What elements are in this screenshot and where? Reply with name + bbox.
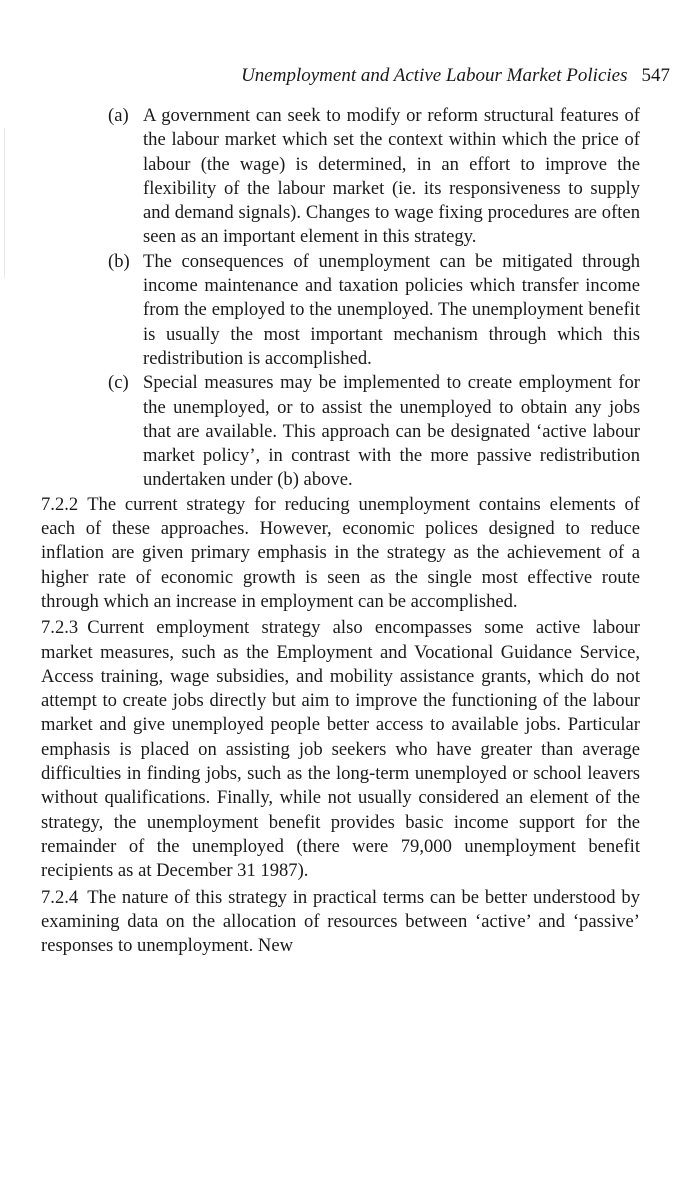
list-item-text: Special measures may be implemented to create employment for the unemployed, or to assist the unemployed to obtain any jobs that are available. This approach can be designated ‘active labour market policy’, in contrast with the more passive redistribution undertaken under (b) above. — [143, 372, 640, 491]
paragraph-number: 7.2.2 — [41, 493, 79, 515]
paragraph-number: 7.2.4 — [41, 886, 79, 908]
list-item-a — [41, 104, 640, 250]
paragraph-text: The nature of this strategy in practical terms can be better understood by examining data on the allocation of resources between ‘active’ and ‘passive’ responses to unemployment. New — [41, 886, 640, 957]
list-marker: (c) — [108, 372, 129, 394]
paragraph-7-2-4 — [41, 886, 640, 959]
list-item-c — [41, 371, 640, 492]
list-item-text: A government can seek to modify or reform structural features of the labour market which set the context within which the price of labour (the wage) is determined, in an effort to improve the flexibility of the labour market (ie. its responsiveness to supply and demand signals). Changes to wage fixing procedures are often seen as an important element in this strategy. — [143, 105, 640, 248]
list-marker: (a) — [108, 105, 129, 126]
running-header — [241, 64, 670, 88]
paragraph-text: Current employment strategy also encompasses some active labour market measures, such as the Employment and Vocational Guidance Service, Access training, wage subsidies, and mobility assistance grants, which do not attempt to create jobs directly but aim to improve the functioning of the labour market and give unemployed people better access to available jobs. Particular emphasis is placed on assisting job seekers who have greater than average difficulties in finding jobs, such as the long-term unemployed or school leavers without qualifications. Finally, while not usually considered an element of the strategy, the unemployment benefit provides basic income support for the remainder of the unemployed (there were 79,000 unemployment benefit recipients as at December 31 1987). — [41, 617, 640, 882]
paragraph-text: The current strategy for reducing unemployment contains elements of each of these approaches. However, economic polices designed to reduce inflation are given primary emphasis in the strategy as the achievement of a higher rate of economic growth is seen as the single most effective route through which an increase in employment can be accomplished. — [41, 493, 640, 612]
list-item-b — [41, 250, 640, 371]
paragraph-7-2-3 — [41, 616, 640, 883]
list-marker: (b) — [108, 250, 130, 272]
paragraph-number: 7.2.3 — [41, 617, 79, 639]
scan-margin-shadow — [4, 128, 5, 278]
body-text — [41, 104, 640, 960]
list-item-text: The consequences of unemployment can be mitigated through income maintenance and taxation policies which transfer income from the employed to the unemployed. The unemployment benefit is usually the most important mechanism through which this redistribution is accomplished. — [143, 250, 640, 369]
running-title: Unemployment and Active Labour Market Policies — [241, 65, 628, 86]
page-number: 547 — [641, 65, 670, 86]
paragraph-7-2-2 — [41, 493, 640, 614]
